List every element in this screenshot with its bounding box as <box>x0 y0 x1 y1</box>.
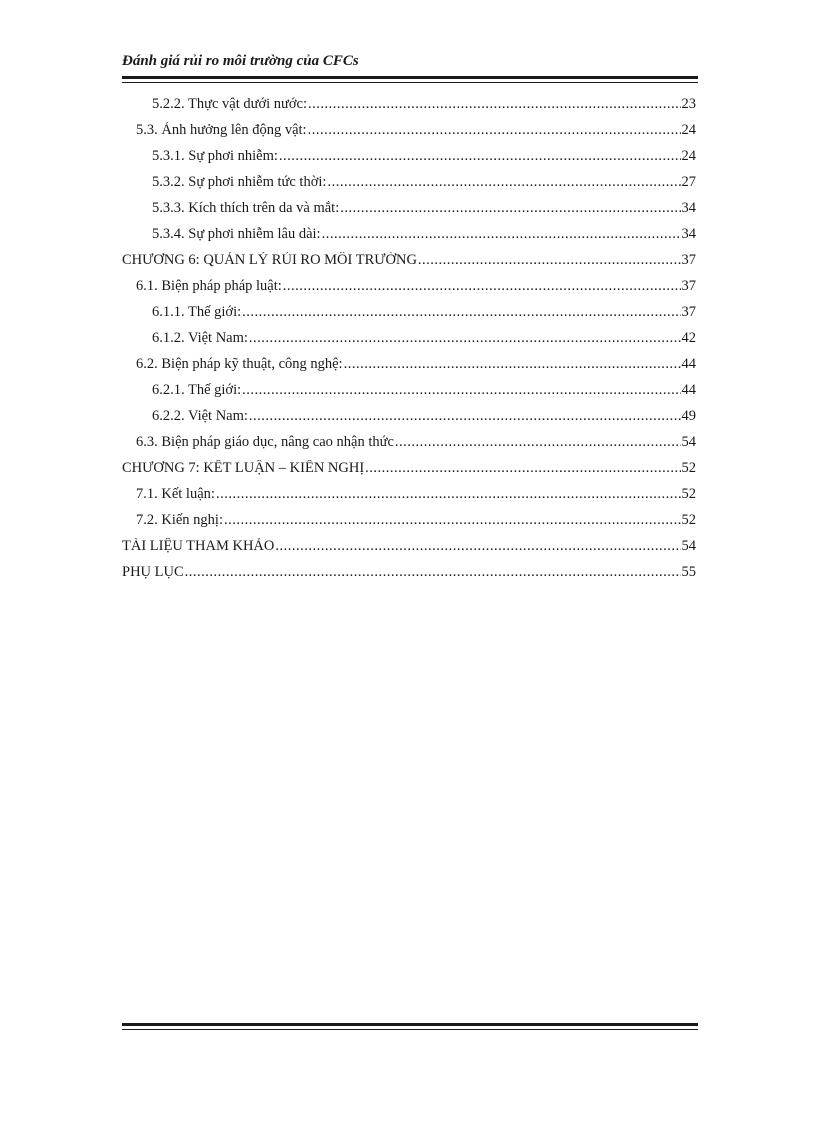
header-double-rule <box>122 76 698 83</box>
toc-entry-page: 37 <box>681 304 696 320</box>
toc-entry-page: 23 <box>681 96 696 112</box>
toc-entry-page: 24 <box>681 148 696 164</box>
toc-entry-page: 44 <box>681 382 696 398</box>
dot-leader <box>279 148 681 165</box>
toc-chapter-entry[interactable] <box>122 538 696 564</box>
toc-entry-label: 7.2. Kiến nghị: <box>136 512 223 528</box>
toc-chapter-entry[interactable] <box>122 252 696 278</box>
dot-leader <box>395 434 681 451</box>
toc-entry[interactable] <box>152 96 696 122</box>
dot-leader <box>327 174 680 191</box>
toc-entry[interactable] <box>152 382 696 408</box>
toc-entry-page: 54 <box>681 434 696 450</box>
dot-leader <box>344 356 681 373</box>
toc-entry-page: 24 <box>681 122 696 138</box>
dot-leader <box>249 330 681 347</box>
toc-entry-label: PHỤ LỤC <box>122 564 184 580</box>
toc-entry-page: 34 <box>681 226 696 242</box>
toc-entry[interactable] <box>136 122 696 148</box>
toc-entry-page: 34 <box>681 200 696 216</box>
toc-chapter-entry[interactable] <box>122 460 696 486</box>
toc-entry-label: 5.3.4. Sự phơi nhiễm lâu dài: <box>152 226 321 242</box>
toc-entry-page: 52 <box>681 486 696 502</box>
toc-entry[interactable] <box>152 408 696 434</box>
toc-entry-page: 49 <box>681 408 696 424</box>
toc-entry[interactable] <box>136 512 696 538</box>
toc-entry-label: CHƯƠNG 6: QUẢN LÝ RỦI RO MÔI TRƯỜNG <box>122 252 417 268</box>
dot-leader <box>224 512 681 529</box>
toc-entry-label: 6.1. Biện pháp pháp luật: <box>136 278 282 294</box>
toc-entry-page: 52 <box>681 512 696 528</box>
toc-entry-page: 27 <box>681 174 696 190</box>
toc-entry-label: 6.2.2. Việt Nam: <box>152 408 248 424</box>
toc-entry-page: 52 <box>681 460 696 476</box>
dot-leader <box>308 122 681 139</box>
dot-leader <box>322 226 681 243</box>
toc-entry-label: 6.3. Biện pháp giáo dục, nâng cao nhận thức <box>136 434 394 450</box>
footer-double-rule <box>122 1023 698 1030</box>
toc-entry-label: 5.3.3. Kích thích trên da và mắt: <box>152 200 340 216</box>
toc-entry-label: TÀI LIỆU THAM KHẢO <box>122 538 275 554</box>
toc-entry-page: 42 <box>681 330 696 346</box>
dot-leader <box>340 200 680 217</box>
toc-entry[interactable] <box>136 434 696 460</box>
toc-entry-label: 7.1. Kết luận: <box>136 486 215 502</box>
toc-entry[interactable] <box>136 486 696 512</box>
toc-entry[interactable] <box>152 330 696 356</box>
toc-entry[interactable] <box>152 200 696 226</box>
dot-leader <box>418 252 681 269</box>
toc-entry-page: 37 <box>681 278 696 294</box>
dot-leader <box>365 460 680 477</box>
toc-entry-label: 5.3.1. Sự phơi nhiễm: <box>152 148 278 164</box>
toc-entry-label: 6.2.1. Thế giới: <box>152 382 242 398</box>
toc-entry-label: 6.2. Biện pháp kỹ thuật, công nghệ: <box>136 356 343 372</box>
toc-entry[interactable] <box>152 304 696 330</box>
toc-entry[interactable] <box>136 278 696 304</box>
toc-entry-label: CHƯƠNG 7: KẾT LUẬN – KIẾN NGHỊ <box>122 460 365 476</box>
toc-entry[interactable] <box>136 356 696 382</box>
dot-leader <box>185 564 681 581</box>
toc-entry-label: 6.1.1. Thế giới: <box>152 304 242 320</box>
toc-entry-label: 6.1.2. Việt Nam: <box>152 330 248 346</box>
toc-entry-page: 55 <box>681 564 696 580</box>
dot-leader <box>242 382 680 399</box>
toc-entry-page: 54 <box>681 538 696 554</box>
toc-entry[interactable] <box>152 148 696 174</box>
toc-chapter-entry[interactable] <box>122 564 696 590</box>
toc-entry-label: 5.3. Ảnh hưởng lên động vật: <box>136 122 307 138</box>
dot-leader <box>275 538 680 555</box>
toc-entry-label: 5.2.2. Thực vật dưới nước: <box>152 96 308 112</box>
dot-leader <box>283 278 681 295</box>
running-header-title: Đánh giá rủi ro môi trường của CFCs <box>122 53 359 69</box>
dot-leader <box>308 96 680 113</box>
dot-leader <box>216 486 681 503</box>
dot-leader <box>242 304 680 321</box>
toc-entry-page: 44 <box>681 356 696 372</box>
toc-entry[interactable] <box>152 226 696 252</box>
dot-leader <box>249 408 681 425</box>
toc-entry[interactable] <box>152 174 696 200</box>
toc-entry-page: 37 <box>681 252 696 268</box>
toc-entry-label: 5.3.2. Sự phơi nhiễm tức thời: <box>152 174 327 190</box>
